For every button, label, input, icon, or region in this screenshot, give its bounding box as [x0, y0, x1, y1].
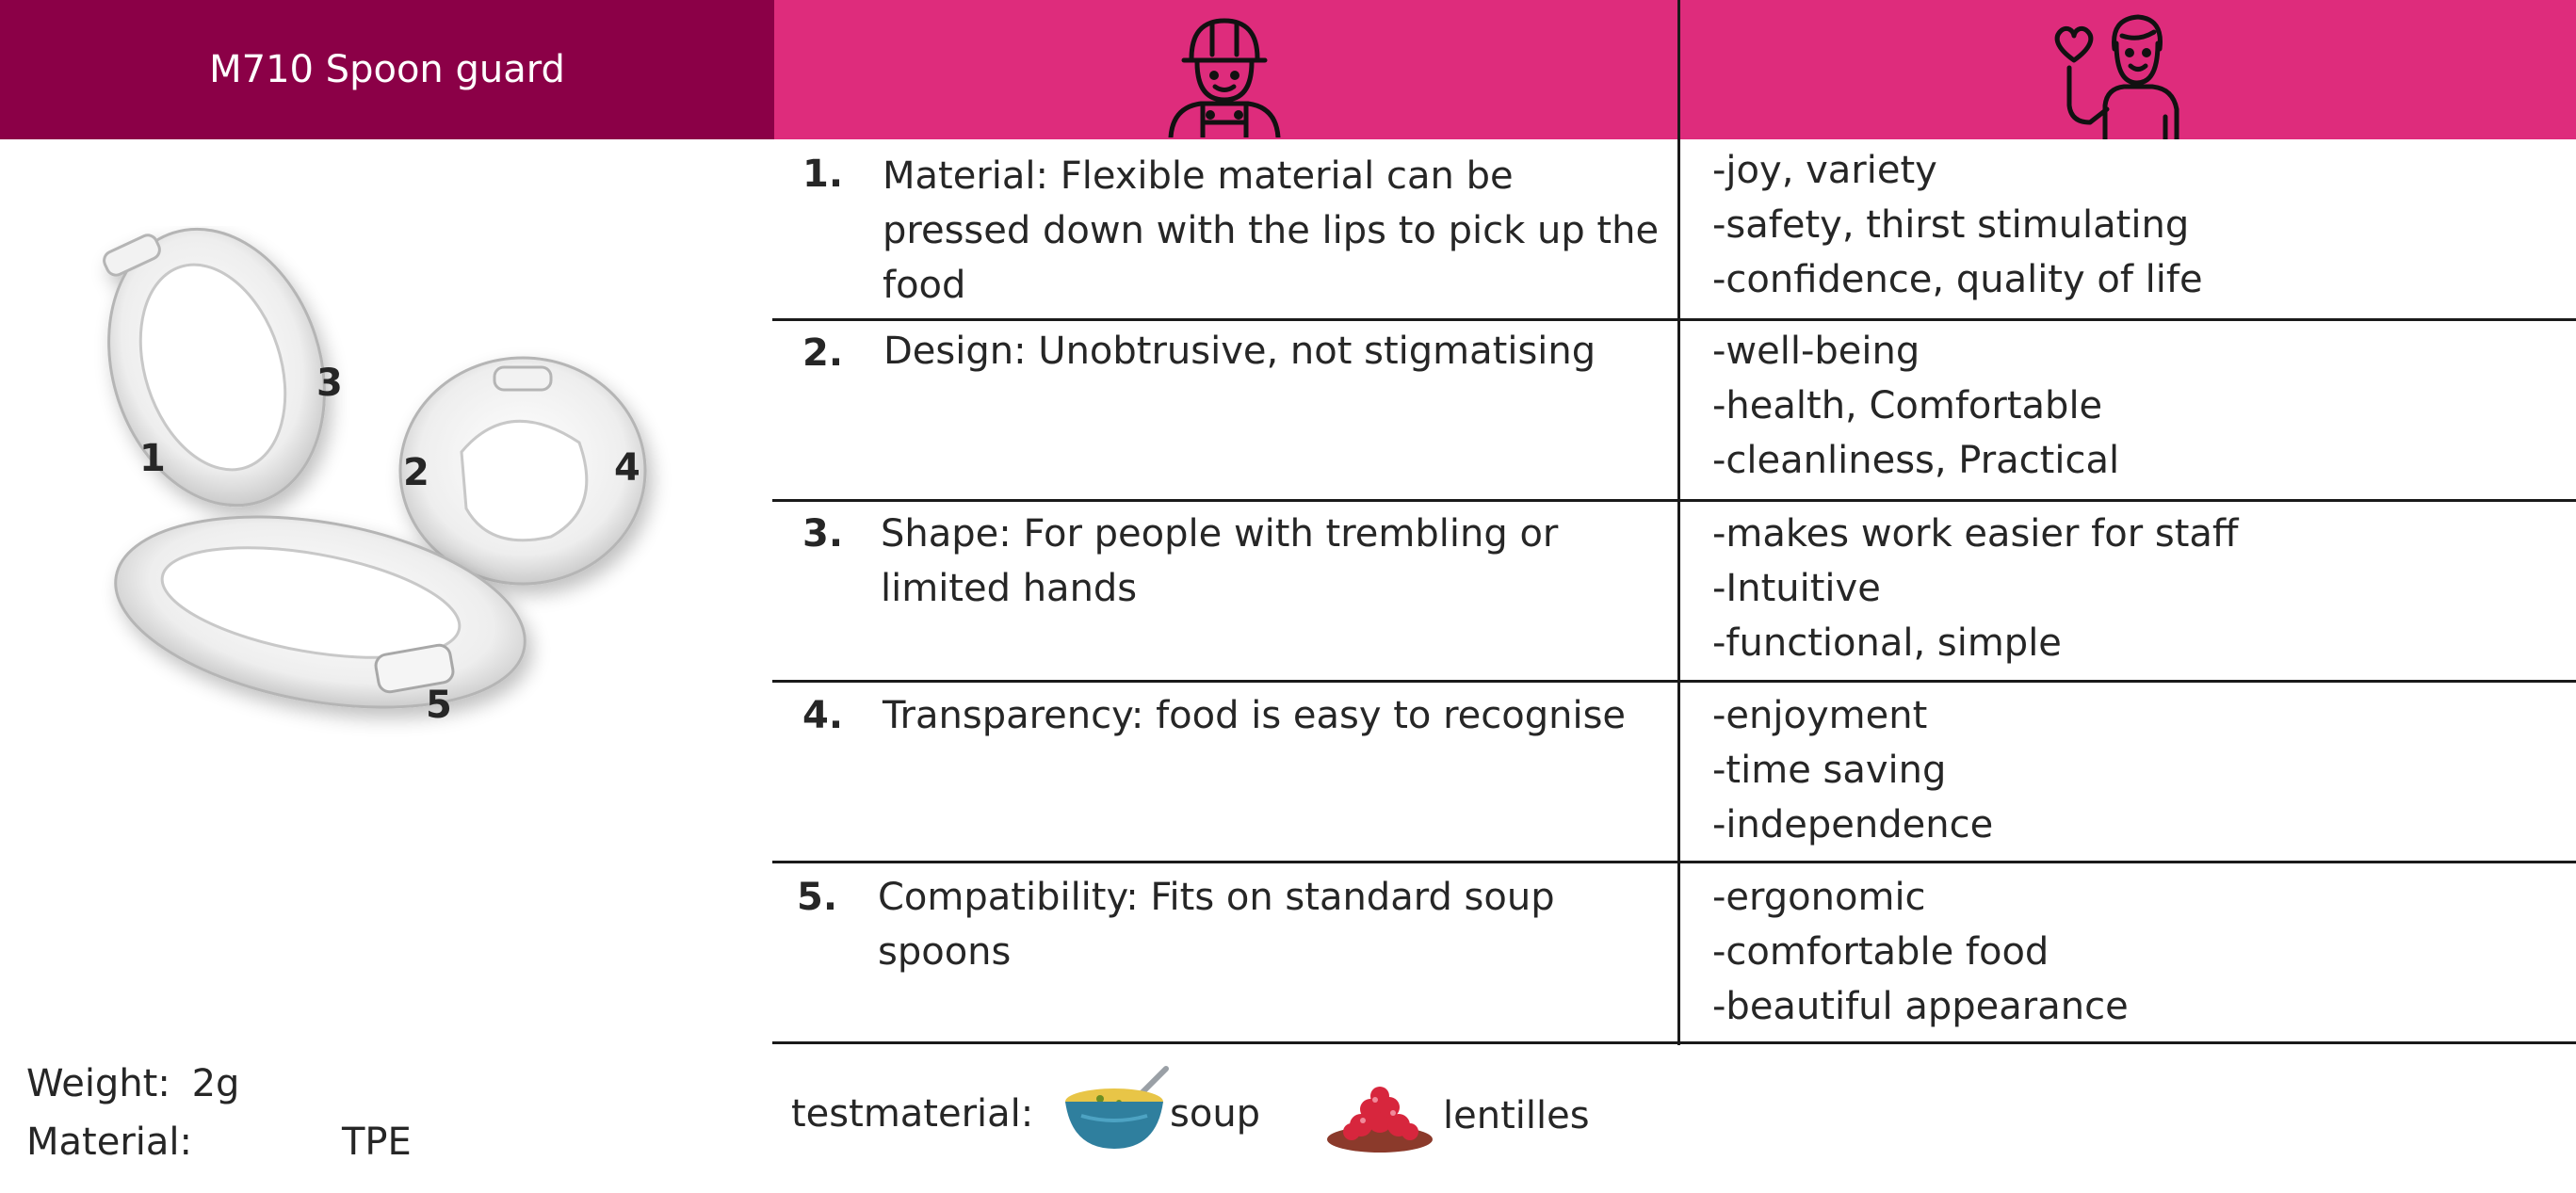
feature-number: 5. — [797, 876, 838, 919]
feature-description — [883, 149, 1730, 313]
benefit-item: -joy, variety — [1712, 149, 1937, 192]
lentils-dish-icon — [1323, 1073, 1436, 1158]
benefit-item: -cleanliness, Practical — [1712, 439, 2120, 482]
feature-number: 3. — [802, 512, 844, 556]
feature-number: 4. — [802, 694, 844, 737]
feature-benefits — [1712, 324, 2119, 488]
feature-description-line: Shape: For people with trembling or — [881, 512, 1559, 556]
callout-2: 2 — [403, 451, 429, 494]
benefit-item: -ergonomic — [1712, 876, 1926, 919]
benefit-item: -beautiful appearance — [1712, 985, 2129, 1028]
feature-description-line: Compatibility: Fits on standard soup — [878, 876, 1555, 919]
callout-1: 1 — [139, 437, 166, 480]
lentils-label: lentilles — [1443, 1094, 1590, 1137]
feature-description-line: Design: Unobtrusive, not stigmatising — [883, 330, 1596, 373]
caregiver-heart-icon — [2049, 11, 2190, 139]
weight-value: 2g — [191, 1062, 240, 1105]
feature-description-line: spoons — [878, 930, 1012, 974]
weight-spec — [26, 1062, 239, 1105]
weight-label: Weight: — [26, 1062, 170, 1105]
feature-description-line: pressed down with the lips to pick up the — [883, 209, 1660, 252]
row-divider — [772, 1041, 2576, 1044]
benefit-item: -confidence, quality of life — [1712, 258, 2203, 301]
feature-description-line: Transparency: food is easy to recognise — [883, 694, 1627, 737]
feature-benefits — [1712, 507, 2238, 670]
feature-number: 1. — [802, 153, 844, 196]
row-divider — [772, 861, 2576, 863]
feature-benefits — [1712, 870, 2129, 1034]
benefit-item: -safety, thirst stimulating — [1712, 203, 2190, 247]
material-label: Material: — [26, 1120, 192, 1164]
benefit-item: -enjoyment — [1712, 694, 1928, 737]
feature-description — [883, 324, 1731, 379]
material-spec — [26, 1120, 412, 1164]
spoon-guard-illustration — [38, 226, 697, 753]
page-title: M710 Spoon guard — [209, 48, 565, 91]
feature-description — [878, 870, 1725, 979]
callout-3: 3 — [316, 362, 343, 405]
benefit-item: -time saving — [1712, 749, 1947, 792]
test-material-label: testmaterial: — [791, 1092, 1034, 1136]
feature-description-line: limited hands — [881, 567, 1138, 610]
callout-5: 5 — [426, 684, 452, 727]
header-divider — [1677, 0, 1680, 139]
row-divider — [772, 680, 2576, 683]
title-banner — [0, 0, 774, 139]
header-bar — [774, 0, 2576, 139]
benefit-item: -health, Comfortable — [1712, 384, 2103, 427]
benefit-item: -independence — [1712, 803, 1994, 846]
feature-benefits — [1712, 143, 2203, 307]
benefit-item: -Intuitive — [1712, 567, 1881, 610]
feature-benefits — [1712, 688, 1993, 852]
callout-4: 4 — [614, 446, 640, 490]
benefit-item: -makes work easier for staff — [1712, 512, 2239, 556]
feature-description — [883, 688, 1730, 743]
feature-description-line: food — [883, 264, 966, 307]
benefit-item: -functional, simple — [1712, 621, 2062, 665]
feature-description-line: Material: Flexible material can be — [883, 154, 1514, 198]
benefit-item: -comfortable food — [1712, 930, 2049, 974]
soup-bowl-icon — [1062, 1050, 1175, 1153]
spoon-guard-small — [400, 358, 645, 584]
soup-label: soup — [1170, 1092, 1261, 1136]
construction-worker-icon — [1163, 13, 1286, 137]
material-value: TPE — [342, 1120, 412, 1164]
row-divider — [772, 499, 2576, 502]
row-divider — [772, 318, 2576, 321]
feature-description — [881, 507, 1728, 616]
feature-number: 2. — [802, 331, 844, 375]
benefit-item: -well-being — [1712, 330, 1920, 373]
